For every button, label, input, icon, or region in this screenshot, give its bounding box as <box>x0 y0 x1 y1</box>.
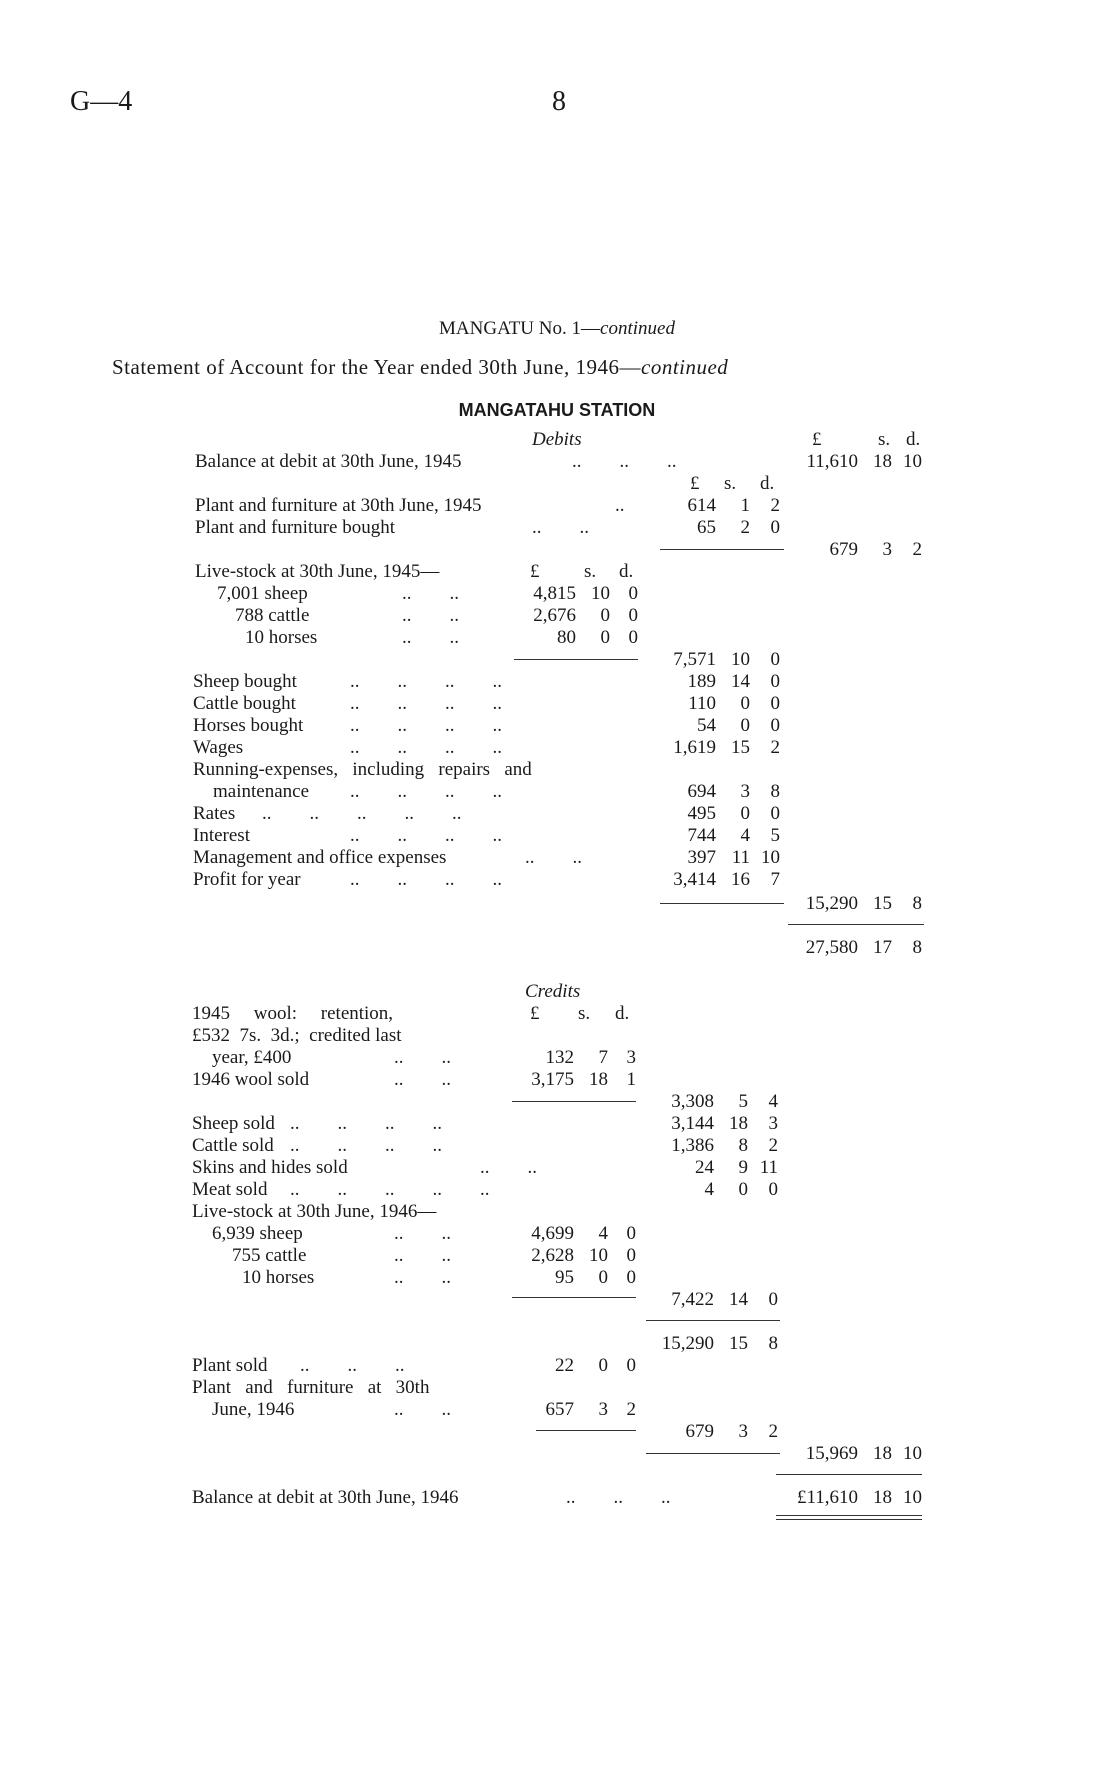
statement-title <box>112 355 728 380</box>
leader-dots: .. .. <box>394 1267 451 1288</box>
credit-item-shillings: 8 <box>738 1135 748 1156</box>
running-expenses-label-cont: maintenance <box>213 781 310 802</box>
plant-bought-label: Plant and furniture bought <box>195 517 395 538</box>
credit-item-pounds: 3,144 <box>671 1113 714 1134</box>
report-title-italic: continued <box>600 318 675 339</box>
wool-1946-pence: 1 <box>626 1069 636 1090</box>
debit-item-label: Rates <box>193 803 236 824</box>
debit-grand-total-pence: 8 <box>912 937 922 958</box>
debit-item-shillings: 15 <box>731 737 750 758</box>
credit-item-pence: 2 <box>768 1135 778 1156</box>
debit-item-label: Interest <box>193 825 250 846</box>
credit-item-label: Cattle sold <box>192 1135 274 1156</box>
leader-dots: .. .. .. <box>572 451 677 472</box>
livestock-1945-row-pence: 0 <box>628 605 638 626</box>
rule <box>660 549 784 550</box>
leader-dots: .. .. <box>532 517 589 538</box>
credit-item-shillings: 9 <box>738 1157 748 1178</box>
credit-item-pence: 3 <box>768 1113 778 1134</box>
pence-header: d. <box>906 429 921 450</box>
pounds-header: £ <box>530 561 540 582</box>
livestock-1945-row-shillings: 0 <box>600 627 610 648</box>
plant-1945-pounds: 614 <box>687 495 716 516</box>
wool-total-pence: 4 <box>768 1091 778 1112</box>
debit-item-label: Sheep bought <box>193 671 297 692</box>
balance-1945-shillings: 18 <box>873 451 892 472</box>
livestock-1946-row-pounds: 4,699 <box>531 1223 574 1244</box>
debit-item-shillings: 16 <box>731 869 750 890</box>
shillings-header: s. <box>724 473 737 494</box>
running-expenses-label: Running-expenses, including repairs and <box>193 759 532 780</box>
plant-1946-pence: 2 <box>626 1399 636 1420</box>
plant-sold-label: Plant sold <box>192 1355 268 1376</box>
debit-item-label: Management and office expenses <box>193 847 447 868</box>
credit-item-shillings: 18 <box>729 1113 748 1134</box>
pence-header: d. <box>760 473 775 494</box>
rule <box>646 1453 780 1454</box>
livestock-1946-total-pence: 0 <box>768 1289 778 1310</box>
debit-item-pence: 0 <box>770 803 780 824</box>
debit-item-shillings: 0 <box>740 693 750 714</box>
plant-1945-shillings: 1 <box>740 495 750 516</box>
leader-dots: .. .. <box>480 1157 537 1178</box>
credit-item-label: Skins and hides sold <box>192 1157 348 1178</box>
page-number: 8 <box>552 86 566 117</box>
rule <box>536 1430 636 1431</box>
leader-dots: .. .. .. <box>300 1355 405 1376</box>
credit-item-pence: 11 <box>759 1157 778 1178</box>
debit-item-pounds: 495 <box>687 803 716 824</box>
livestock-1946-row-label: 6,939 sheep <box>212 1223 303 1244</box>
debit-subtotal-pence: 8 <box>912 893 922 914</box>
livestock-1945-row-label: 7,001 sheep <box>217 583 308 604</box>
wool-1945-pounds: 132 <box>545 1047 574 1068</box>
debit-grand-total-shillings: 17 <box>873 937 892 958</box>
pounds-header: £ <box>812 429 822 450</box>
statement-title-italic: continued <box>641 355 729 379</box>
livestock-1946-total-pounds: 7,422 <box>671 1289 714 1310</box>
livestock-1945-total-pounds: 7,571 <box>673 649 716 670</box>
debit-item-shillings: 14 <box>731 671 750 692</box>
credits-total-pounds: 15,969 <box>805 1443 858 1464</box>
plant-sold-shillings: 0 <box>598 1355 608 1376</box>
leader-dots: .. .. <box>394 1245 451 1266</box>
rule <box>660 903 784 904</box>
debit-item-pounds: 3,414 <box>673 869 716 890</box>
credit-subtotal-shillings: 15 <box>729 1333 748 1354</box>
plant-total-pence: 2 <box>912 539 922 560</box>
leader-dots: .. .. .. .. <box>290 1113 442 1134</box>
plant-sold-pounds: 22 <box>555 1355 574 1376</box>
pence-header: d. <box>619 561 634 582</box>
debit-item-pence: 2 <box>770 737 780 758</box>
debit-item-pence: 10 <box>761 847 780 868</box>
debit-subtotal-pounds: 15,290 <box>805 893 858 914</box>
wool-1946-label: 1946 wool sold <box>192 1069 310 1090</box>
leader-dots: .. .. <box>394 1399 451 1420</box>
debit-item-shillings: 4 <box>740 825 750 846</box>
leader-dots: .. .. .. .. <box>350 693 502 714</box>
livestock-1946-row-pounds: 2,628 <box>531 1245 574 1266</box>
wool-1945-shillings: 7 <box>598 1047 608 1068</box>
leader-dots: .. .. <box>402 583 459 604</box>
wool-1946-pounds: 3,175 <box>531 1069 574 1090</box>
livestock-1946-row-shillings: 4 <box>598 1223 608 1244</box>
credit-item-pounds: 1,386 <box>671 1135 714 1156</box>
leader-dots: .. .. .. .. <box>350 715 502 736</box>
wool-1945-label: 1945 wool: retention, <box>192 1003 394 1024</box>
debit-item-pence: 5 <box>770 825 780 846</box>
debit-item-pence: 0 <box>770 671 780 692</box>
plant-bought-pounds: 65 <box>697 517 716 538</box>
livestock-1946-header: Live-stock at 30th June, 1946— <box>192 1201 437 1222</box>
livestock-1945-row-shillings: 10 <box>591 583 610 604</box>
livestock-1945-row-shillings: 0 <box>600 605 610 626</box>
credit-subtotal-pence: 8 <box>768 1333 778 1354</box>
leader-dots: .. .. <box>394 1047 451 1068</box>
plant-1946-total-shillings: 3 <box>738 1421 748 1442</box>
debit-item-pounds: 744 <box>687 825 716 846</box>
leader-dots: .. .. .. <box>566 1487 671 1508</box>
wool-total-pounds: 3,308 <box>671 1091 714 1112</box>
plant-1945-label: Plant and furniture at 30th June, 1945 <box>195 495 482 516</box>
leader-dots: .. <box>615 495 625 516</box>
livestock-1945-row-pounds: 4,815 <box>533 583 576 604</box>
plant-1946-pounds: 657 <box>545 1399 574 1420</box>
station-title: MANGATAHU STATION <box>458 400 656 420</box>
shillings-header: s. <box>578 1003 591 1024</box>
livestock-1945-total-pence: 0 <box>770 649 780 670</box>
livestock-1946-row-pence: 0 <box>626 1267 636 1288</box>
credits-heading: Credits <box>525 981 581 1002</box>
livestock-1945-row-pence: 0 <box>628 627 638 648</box>
leader-dots: .. .. .. .. <box>350 869 502 890</box>
leader-dots: .. .. .. .. <box>350 781 502 802</box>
wool-1945-label-cont: £532 7s. 3d.; credited last <box>192 1025 402 1046</box>
pounds-header: £ <box>690 473 700 494</box>
leader-dots: .. .. <box>394 1223 451 1244</box>
pence-header: d. <box>615 1003 630 1024</box>
rule <box>776 1515 922 1516</box>
livestock-1945-row-label: 788 cattle <box>235 605 310 626</box>
running-expenses-shillings: 3 <box>740 781 750 802</box>
plant-1946-total-pence: 2 <box>768 1421 778 1442</box>
balance-1946-label: Balance at debit at 30th June, 1946 <box>192 1487 459 1508</box>
running-expenses-pounds: 694 <box>687 781 716 802</box>
balance-1946-pence: 10 <box>903 1487 922 1508</box>
rule <box>776 1519 922 1520</box>
debit-item-pence: 0 <box>770 693 780 714</box>
leader-dots: .. .. .. .. .. <box>262 803 462 824</box>
shillings-header: s. <box>584 561 597 582</box>
shillings-header: s. <box>878 429 891 450</box>
debit-grand-total-pounds: 27,580 <box>805 937 858 958</box>
credit-item-label: Meat sold <box>192 1179 268 1200</box>
leader-dots: .. .. <box>525 847 582 868</box>
leader-dots: .. .. .. .. <box>350 825 502 846</box>
livestock-1946-row-label: 755 cattle <box>232 1245 307 1266</box>
debit-item-pounds: 1,619 <box>673 737 716 758</box>
balance-1946-pounds: £11,610 <box>796 1487 858 1508</box>
plant-bought-shillings: 2 <box>740 517 750 538</box>
livestock-1945-header: Live-stock at 30th June, 1945— <box>195 561 440 582</box>
livestock-1946-row-pounds: 95 <box>555 1267 574 1288</box>
leader-dots: .. .. <box>402 627 459 648</box>
credit-item-pounds: 4 <box>704 1179 714 1200</box>
plant-1945-pence: 2 <box>770 495 780 516</box>
debit-subtotal-shillings: 15 <box>873 893 892 914</box>
livestock-1945-row-pounds: 80 <box>557 627 576 648</box>
plant-bought-pence: 0 <box>770 517 780 538</box>
debit-item-label: Cattle bought <box>193 693 296 714</box>
leader-dots: .. .. .. .. <box>290 1135 442 1156</box>
debit-item-label: Horses bought <box>193 715 304 736</box>
credit-item-pounds: 24 <box>695 1157 714 1178</box>
debit-item-label: Wages <box>193 737 244 758</box>
plant-1946-label-cont: June, 1946 <box>212 1399 295 1420</box>
running-expenses-pence: 8 <box>770 781 780 802</box>
report-title <box>0 318 1114 340</box>
livestock-1946-row-shillings: 0 <box>598 1267 608 1288</box>
debit-item-pounds: 189 <box>687 671 716 692</box>
wool-1945-pence: 3 <box>626 1047 636 1068</box>
rule <box>512 1101 636 1102</box>
leader-dots: .. .. <box>402 605 459 626</box>
debit-item-pounds: 110 <box>688 693 716 714</box>
plant-sold-pence: 0 <box>626 1355 636 1376</box>
debits-heading: Debits <box>532 429 582 450</box>
leader-dots: .. .. .. .. .. <box>290 1179 490 1200</box>
wool-total-shillings: 5 <box>738 1091 748 1112</box>
plant-total-pounds: 679 <box>829 539 858 560</box>
debit-item-label: Profit for year <box>193 869 301 890</box>
livestock-1946-row-shillings: 10 <box>589 1245 608 1266</box>
wool-1945-label-cont: year, £400 <box>212 1047 292 1068</box>
credits-total-shillings: 18 <box>873 1443 892 1464</box>
debit-item-pounds: 54 <box>697 715 716 736</box>
wool-1946-shillings: 18 <box>589 1069 608 1090</box>
credit-item-pence: 0 <box>768 1179 778 1200</box>
debit-item-shillings: 11 <box>731 847 750 868</box>
debit-item-pounds: 397 <box>687 847 716 868</box>
leader-dots: .. .. .. .. <box>350 737 502 758</box>
credit-item-label: Sheep sold <box>192 1113 275 1134</box>
livestock-1946-row-pence: 0 <box>626 1223 636 1244</box>
rule <box>776 1474 922 1475</box>
livestock-1946-row-pence: 0 <box>626 1245 636 1266</box>
leader-dots: .. .. <box>394 1069 451 1090</box>
livestock-1946-row-label: 10 horses <box>242 1267 315 1288</box>
livestock-1945-total-shillings: 10 <box>731 649 750 670</box>
balance-1946-shillings: 18 <box>873 1487 892 1508</box>
plant-total-shillings: 3 <box>882 539 892 560</box>
debit-item-pence: 7 <box>770 869 780 890</box>
statement-title-main: Statement of Account for the Year ended 30th June, 1946— <box>112 355 641 379</box>
debit-item-pence: 0 <box>770 715 780 736</box>
credit-subtotal-pounds: 15,290 <box>661 1333 714 1354</box>
credit-item-shillings: 0 <box>738 1179 748 1200</box>
livestock-1945-row-pounds: 2,676 <box>533 605 576 626</box>
livestock-1946-total-shillings: 14 <box>729 1289 748 1310</box>
balance-1945-pounds: 11,610 <box>806 451 858 472</box>
rule <box>514 659 638 660</box>
plant-1946-total-pounds: 679 <box>685 1421 714 1442</box>
debit-item-shillings: 0 <box>740 803 750 824</box>
page-reference: G—4 <box>70 86 133 117</box>
plant-1946-label: Plant and furniture at 30th <box>192 1377 430 1398</box>
pounds-header: £ <box>530 1003 540 1024</box>
livestock-1945-row-pence: 0 <box>628 583 638 604</box>
report-title-main: MANGATU No. 1— <box>439 318 601 339</box>
rule <box>788 924 924 925</box>
livestock-1945-row-label: 10 horses <box>245 627 318 648</box>
credits-total-pence: 10 <box>903 1443 922 1464</box>
rule <box>512 1297 636 1298</box>
balance-1945-pence: 10 <box>903 451 922 472</box>
balance-1945-label: Balance at debit at 30th June, 1945 <box>195 451 462 472</box>
plant-1946-shillings: 3 <box>598 1399 608 1420</box>
leader-dots: .. .. .. .. <box>350 671 502 692</box>
rule <box>646 1320 780 1321</box>
debit-item-shillings: 0 <box>740 715 750 736</box>
